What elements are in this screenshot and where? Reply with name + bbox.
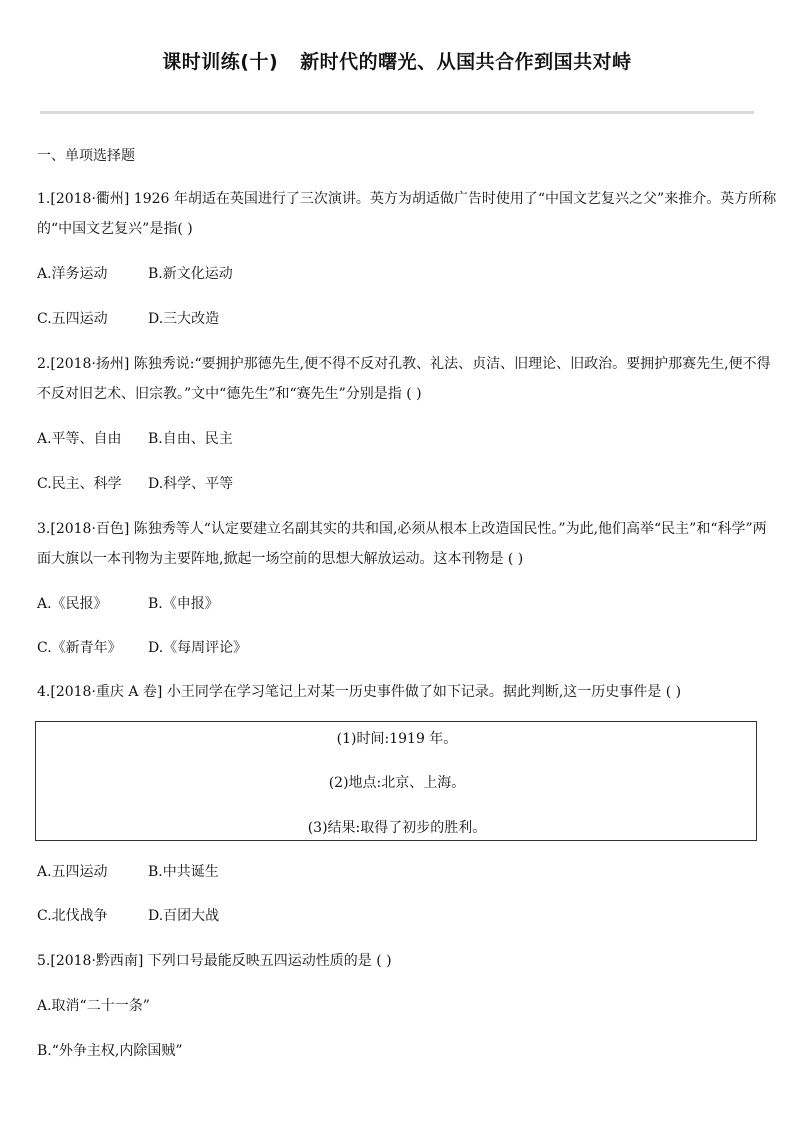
question-2-option-d: D.科学、平等 [148,476,234,492]
question-5-option-a: A.取消“二十一条” [37,998,150,1014]
question-3-option-a: A.《民报》 [37,596,108,612]
question-1-option-c: C.五四运动 [37,311,108,327]
record-place: (2)地点:北京、上海。 [328,775,466,791]
section-heading: 一、单项选择题 [37,148,135,164]
question-2-option-b: B.自由、民主 [148,431,233,447]
header-divider [40,111,754,114]
question-3-option-d: D.《每周评论》 [148,640,248,656]
title-right: 新时代的曙光、从国共合作到国共对峙 [300,51,632,73]
question-2-line-2: 不反对旧艺术、旧宗教。”文中“德先生”和“赛先生”分别是指 ( ) [37,386,422,402]
question-3-option-b: B.《申报》 [148,596,219,612]
question-1-option-a: A.洋务运动 [37,266,108,282]
record-time: (1)时间:1919 年。 [336,731,458,747]
question-2-option-a: A.平等、自由 [37,431,122,447]
question-2-option-c: C.民主、科学 [37,476,122,492]
question-4-option-c: C.北伐战争 [37,908,108,924]
question-2-line-1: 2.[2018·扬州] 陈独秀说:“要拥护那德先生,便不得不反对孔教、礼法、贞洁、旧理论、旧政治。要拥护那赛先生,便不得 [37,356,771,372]
question-3-line-2: 面大旗以一本刊物为主要阵地,掀起一场空前的思想大解放运动。这本刊物是 ( ) [37,551,524,567]
page-title [0,47,794,74]
record-box [35,721,757,841]
question-1-line-2: 的“中国文艺复兴”是指( ) [37,221,193,237]
question-5-line-1: 5.[2018·黔西南] 下列口号最能反映五四运动性质的是 ( ) [37,953,392,969]
question-3-option-c: C.《新青年》 [37,640,122,656]
question-1-option-d: D.三大改造 [148,311,220,327]
question-1-option-b: B.新文化运动 [148,266,233,282]
question-4-line-1: 4.[2018·重庆 A 卷] 小王同学在学习笔记上对某一历史事件做了如下记录。据此判断,这一历史事件是 ( ) [37,684,682,700]
record-result: (3)结果:取得了初步的胜利。 [307,820,487,836]
question-5-option-b: B.“外争主权,内除国贼” [37,1043,183,1059]
question-4-option-a: A.五四运动 [37,864,108,880]
question-4-option-b: B.中共诞生 [148,864,219,880]
question-4-option-d: D.百团大战 [148,908,220,924]
question-3-line-1: 3.[2018·百色] 陈独秀等人“认定要建立名副其实的共和国,必须从根本上改造国民性。”为此,他们高举“民主”和“科学”两 [37,521,767,537]
title-left: 课时训练(十) [162,51,279,73]
question-1-line-1: 1.[2018·衢州] 1926 年胡适在英国进行了三次演讲。英方为胡适做广告时使用了“中国文艺复兴之父”来推介。英方所称 [37,191,777,207]
